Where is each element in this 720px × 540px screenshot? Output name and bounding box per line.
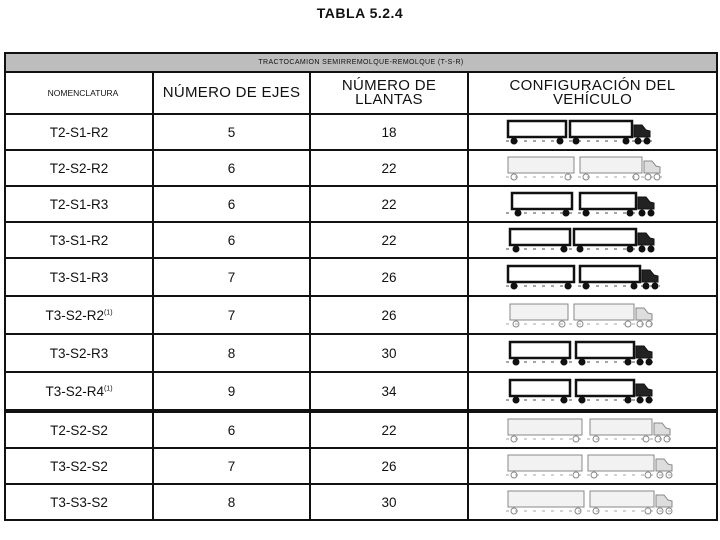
- table-header-row: [5, 72, 717, 114]
- truck-icon-t3-s2-r4: [500, 376, 685, 406]
- nomenclatura-value: T2-S1-R2: [49, 124, 109, 140]
- cell-configuracion: [468, 150, 717, 186]
- cell-configuracion: [468, 448, 717, 484]
- nomenclatura-value: T3-S1-R3: [49, 269, 109, 285]
- cell-ejes: 9: [153, 372, 310, 411]
- nomenclatura-value: T3-S2-R2: [45, 307, 104, 323]
- cell-configuracion: [468, 484, 717, 520]
- cell-nomenclatura: [5, 114, 153, 150]
- cell-llantas: 26: [310, 258, 468, 296]
- table-row: [5, 448, 717, 484]
- table-row: [5, 186, 717, 222]
- nomenclatura-value: T3-S2-R4: [45, 383, 104, 399]
- cell-llantas: 34: [310, 372, 468, 411]
- cell-llantas: 22: [310, 150, 468, 186]
- cell-nomenclatura: [5, 484, 153, 520]
- cell-llantas: 22: [310, 222, 468, 258]
- cell-llantas: 22: [310, 186, 468, 222]
- table-row: [5, 258, 717, 296]
- cell-configuracion: [468, 186, 717, 222]
- cell-nomenclatura: [5, 372, 153, 411]
- table-band-title: TRACTOCAMION SEMIRREMOLQUE-REMOLQUE (T-S-R): [5, 53, 717, 72]
- nomenclatura-value: T3-S2-R3: [49, 345, 109, 361]
- truck-icon-t3-s2-s2: [500, 451, 685, 481]
- footnote-marker: (1): [103, 309, 113, 316]
- truck-icon-t3-s1-r3: [500, 262, 685, 292]
- cell-nomenclatura: [5, 186, 153, 222]
- cell-nomenclatura: [5, 258, 153, 296]
- cell-ejes: 6: [153, 222, 310, 258]
- cell-ejes: 8: [153, 484, 310, 520]
- table-band-row: [5, 53, 717, 72]
- cell-configuracion: [468, 411, 717, 448]
- cell-ejes: 6: [153, 150, 310, 186]
- nomenclatura-value: T2-S2-R2: [49, 160, 109, 176]
- truck-icon-t3-s2-r3: [500, 338, 685, 368]
- table-row: [5, 222, 717, 258]
- truck-icon-t2-s1-r3: [500, 189, 685, 219]
- cell-configuracion: [468, 258, 717, 296]
- nomenclatura-value: T2-S1-R3: [49, 196, 109, 212]
- cell-ejes: 6: [153, 411, 310, 448]
- header-nomenclatura: NOMENCLATURA: [5, 72, 153, 114]
- table-row: [5, 411, 717, 448]
- nomenclatura-value: T3-S1-R2: [49, 232, 109, 248]
- cell-nomenclatura: [5, 150, 153, 186]
- cell-nomenclatura: [5, 334, 153, 372]
- cell-configuracion: [468, 372, 717, 411]
- cell-llantas: 22: [310, 411, 468, 448]
- cell-ejes: 7: [153, 448, 310, 484]
- page-title: TABLA 5.2.4: [316, 5, 404, 21]
- cell-nomenclatura: [5, 448, 153, 484]
- cell-configuracion: [468, 114, 717, 150]
- truck-icon-t3-s3-s2: [500, 487, 685, 517]
- cell-llantas: 26: [310, 448, 468, 484]
- header-llantas: NÚMERO DE LLANTAS: [310, 72, 468, 114]
- table-row: [5, 484, 717, 520]
- nomenclatura-value: T2-S2-S2: [50, 422, 108, 438]
- cell-nomenclatura: [5, 411, 153, 448]
- table-row: [5, 334, 717, 372]
- table-row: [5, 114, 717, 150]
- cell-llantas: 30: [310, 484, 468, 520]
- table-row: [5, 150, 717, 186]
- nomenclatura-value: T3-S3-S2: [50, 494, 108, 510]
- cell-ejes: 5: [153, 114, 310, 150]
- cell-llantas: 30: [310, 334, 468, 372]
- cell-ejes: 7: [153, 258, 310, 296]
- header-configuracion: CONFIGURACIÓN DEL VEHÍCULO: [468, 72, 717, 114]
- vehicle-configuration-table: [4, 52, 718, 521]
- truck-icon-t3-s2-r2: [500, 300, 685, 330]
- cell-configuracion: [468, 222, 717, 258]
- cell-ejes: 6: [153, 186, 310, 222]
- truck-icon-t2-s2-s2: [500, 415, 685, 445]
- cell-llantas: 18: [310, 114, 468, 150]
- table-row: [5, 372, 717, 411]
- cell-llantas: 26: [310, 296, 468, 334]
- cell-ejes: 7: [153, 296, 310, 334]
- header-ejes: NÚMERO DE EJES: [153, 72, 310, 114]
- cell-ejes: 8: [153, 334, 310, 372]
- truck-icon-t3-s1-r2: [500, 225, 685, 255]
- nomenclatura-value: T3-S2-S2: [50, 458, 108, 474]
- cell-configuracion: [468, 296, 717, 334]
- truck-icon-t2-s1-r2: [500, 117, 685, 147]
- cell-nomenclatura: [5, 222, 153, 258]
- footnote-marker: (1): [103, 385, 113, 392]
- table-row: [5, 296, 717, 334]
- cell-configuracion: [468, 334, 717, 372]
- cell-nomenclatura: [5, 296, 153, 334]
- truck-icon-t2-s2-r2: [500, 153, 685, 183]
